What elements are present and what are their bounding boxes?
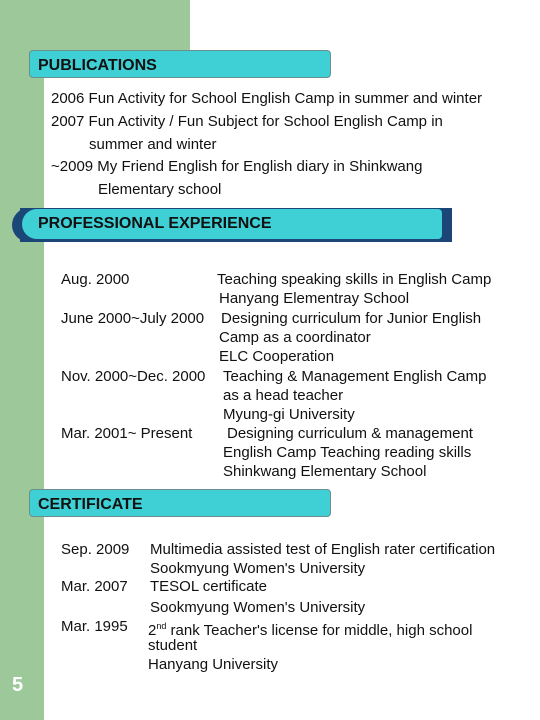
left-accent-bar [0,0,44,720]
license-text: rank Teacher's license for middle, high school [166,622,473,639]
page-number: 5 [12,674,24,696]
experience-detail: Camp as a coordinator [219,329,371,346]
publication-line: ~2009 My Friend English for English diary in Shinkwang [51,158,423,175]
certificate-detail: Hanyang University [148,656,279,673]
certificate-date: Mar. 1995 [61,618,128,635]
publication-line: 2007 Fun Activity / Fun Subject for School English Camp in [51,113,443,130]
experience-date: Nov. 2000~Dec. 2000 [61,368,206,385]
experience-detail: Myung-gi University [223,406,355,423]
publication-line: summer and winter [89,136,217,153]
experience-detail: Hanyang Elementray School [219,290,410,307]
publication-line: Elementary school [98,181,222,198]
experience-detail: Designing curriculum for Junior English [221,310,482,327]
experience-date: Mar. 2001~ Present [61,425,193,442]
experience-detail: Designing curriculum & management [227,425,473,442]
experience-date: June 2000~July 2000 [61,310,205,327]
certificate-detail: student [148,637,198,654]
experience-header: PROFESSIONAL EXPERIENCE [22,209,442,239]
certificate-detail: Sookmyung Women's University [150,599,366,616]
ordinal-number: 2 [148,622,157,639]
certificate-detail: TESOL certificate [150,578,267,595]
certificate-date: Sep. 2009 [61,541,130,558]
experience-detail: Teaching speaking skills in English Camp [217,271,492,288]
experience-detail: ELC Cooperation [219,348,335,365]
experience-date: Aug. 2000 [61,271,130,288]
experience-detail: Teaching & Management English Camp [223,368,487,385]
publications-header: PUBLICATIONS [29,50,331,78]
experience-header-band [12,208,452,242]
experience-detail: Shinkwang Elementary School [223,463,427,480]
certificate-detail: Sookmyung Women's University [150,560,366,577]
experience-detail: as a head teacher [223,387,344,404]
experience-detail: English Camp Teaching reading skills [223,444,472,461]
certificate-header: CERTIFICATE [29,489,331,517]
certificate-detail: Multimedia assisted test of English rater certification [150,541,496,558]
publication-line: 2006 Fun Activity for School English Camp in summer and winter [51,90,483,107]
certificate-date: Mar. 2007 [61,578,128,595]
ordinal-suffix: nd [156,621,167,631]
